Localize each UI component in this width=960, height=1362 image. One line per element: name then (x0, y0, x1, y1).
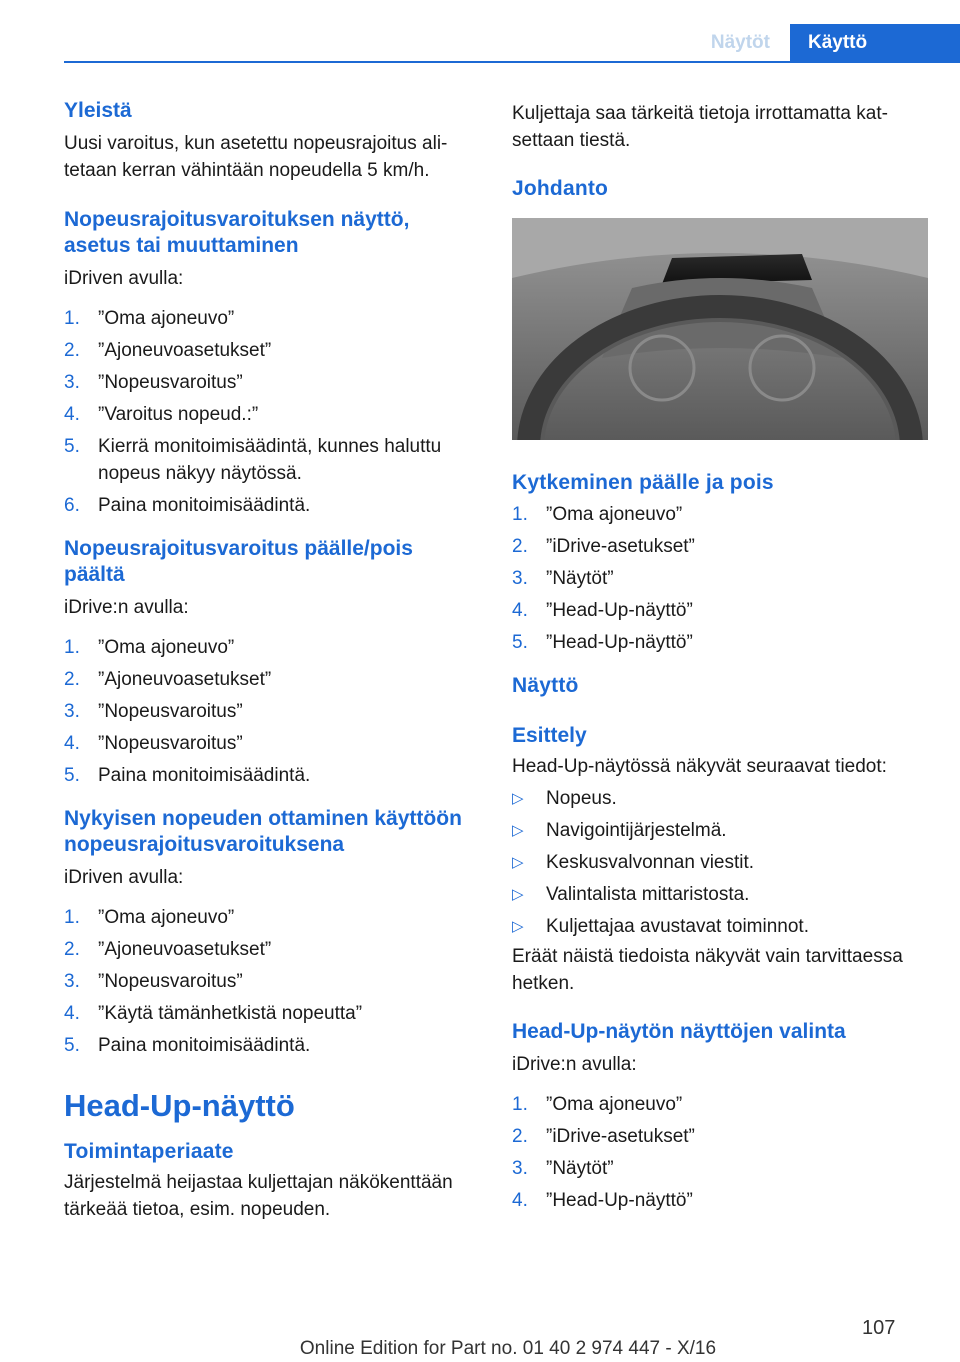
header-rule (64, 61, 960, 63)
page-number: 107 (862, 1317, 896, 1339)
body-text: iDriven avulla: (64, 867, 184, 888)
list-item: 1. ”Oma ajoneuvo” (64, 907, 235, 928)
right-column (512, 100, 924, 1219)
section-title: Toimintaperiaate (64, 1140, 234, 1163)
triangle-bullet-icon: ▷ (512, 790, 524, 807)
list-item: 3. ”Näytöt” (512, 568, 614, 589)
head-up-display-photo (512, 218, 928, 440)
list-item: ▷ Nopeus. (512, 785, 924, 812)
edition-footer: Online Edition for Part no. 01 40 2 974 447 - X/16 (299, 1338, 717, 1359)
list-item: 2. ”iDrive-asetukset” (512, 1126, 695, 1147)
triangle-bullet-icon: ▷ (512, 854, 524, 871)
list-item: 4. ”Käytä tämänhetkistä nopeutta” (64, 1003, 363, 1024)
tab-kaytto[interactable]: Käyttö (790, 24, 960, 62)
body-text: Kuljettaja saa tärkeitä tietoja irrottamatta kat-settaan tiestä. (512, 103, 888, 151)
section-title: Esittely (512, 724, 587, 747)
left-column (64, 98, 476, 1223)
list-item: 3. ”Nopeusvaroitus” (64, 372, 243, 393)
list-item: ▷ Kuljettajaa avustavat toiminnot. (512, 913, 924, 940)
section-title: Nykyisen nopeuden ottaminen käyttöön nopeusrajoitusvaroituksena (64, 807, 462, 856)
list-item: 1. ”Oma ajoneuvo” (64, 637, 235, 658)
numbered-list (64, 904, 476, 1059)
list-item: 3. ”Nopeusvaroitus” (64, 701, 243, 722)
list-item: 4. ”Nopeusvaroitus” (64, 733, 243, 754)
list-item: ▷ Keskusvalvonnan viestit. (512, 849, 924, 876)
section-title: Näyttö (512, 674, 579, 697)
list-item: 5. Kierrä monitoimisäädintä, kunnes haluttu nopeus näkyy näytössä. (64, 436, 442, 484)
list-item: 4. ”Head-Up-näyttö” (512, 1190, 693, 1211)
section-title: Johdanto (512, 177, 609, 200)
list-item: 5. Paina monitoimisäädintä. (64, 765, 311, 786)
body-text: Järjestelmä heijastaa kuljettajan näkökenttään tärkeää tietoa, esim. nopeuden. (64, 1172, 453, 1220)
body-text: Head-Up-näytössä näkyvät seuraavat tiedot: (512, 756, 887, 777)
body-text: iDrive:n avulla: (64, 597, 189, 618)
list-item: 3. ”Näytöt” (512, 1158, 614, 1179)
list-item: ▷ Navigointijärjestelmä. (512, 817, 924, 844)
header-tabs (691, 24, 960, 62)
list-item: 1. ”Oma ajoneuvo” (512, 504, 683, 525)
numbered-list (512, 1091, 924, 1214)
list-item: 5. ”Head-Up-näyttö” (512, 632, 693, 653)
triangle-bullet-icon: ▷ (512, 886, 524, 903)
list-item: 2. ”iDrive-asetukset” (512, 536, 695, 557)
section-title: Yleistä (64, 99, 132, 122)
body-text: Uusi varoitus, kun asetettu nopeusrajoitus ali-tetaan kerran vähintään nopeudella 5 km/h. (64, 133, 448, 181)
bullet-list (512, 785, 924, 940)
chapter-title: Head-Up-näyttö (64, 1088, 295, 1123)
list-item: 2. ”Ajoneuvoasetukset” (64, 669, 272, 690)
section-title: Nopeusrajoitusvaroitus päälle/pois päältä (64, 537, 413, 586)
body-text: Eräät näistä tiedoista näkyvät vain tarvittaessa hetken. (512, 946, 903, 994)
list-item: 4. ”Varoitus nopeud.:” (64, 404, 259, 425)
section-title: Kytkeminen päälle ja pois (512, 471, 774, 494)
dashboard-illustration (512, 218, 928, 440)
numbered-list (64, 305, 476, 519)
list-item: ▷ Valintalista mittaristosta. (512, 881, 924, 908)
list-item: 3. ”Nopeusvaroitus” (64, 971, 243, 992)
body-text: iDrive:n avulla: (512, 1054, 637, 1075)
list-item: 4. ”Head-Up-näyttö” (512, 600, 693, 621)
list-item: 6. Paina monitoimisäädintä. (64, 495, 311, 516)
list-item: 5. Paina monitoimisäädintä. (64, 1035, 311, 1056)
tab-naytot[interactable]: Näytöt (691, 24, 790, 62)
section-title: Nopeusrajoitusvaroituksen näyttö, asetus tai muuttaminen (64, 208, 410, 257)
section-title: Head-Up-näytön näyttöjen valinta (512, 1020, 846, 1043)
list-item: 1. ”Oma ajoneuvo” (512, 1094, 683, 1115)
numbered-list (512, 501, 924, 656)
body-text: iDriven avulla: (64, 268, 184, 289)
numbered-list (64, 634, 476, 789)
triangle-bullet-icon: ▷ (512, 918, 524, 935)
triangle-bullet-icon: ▷ (512, 822, 524, 839)
list-item: 2. ”Ajoneuvoasetukset” (64, 939, 272, 960)
list-item: 1. ”Oma ajoneuvo” (64, 308, 235, 329)
list-item: 2. ”Ajoneuvoasetukset” (64, 340, 272, 361)
